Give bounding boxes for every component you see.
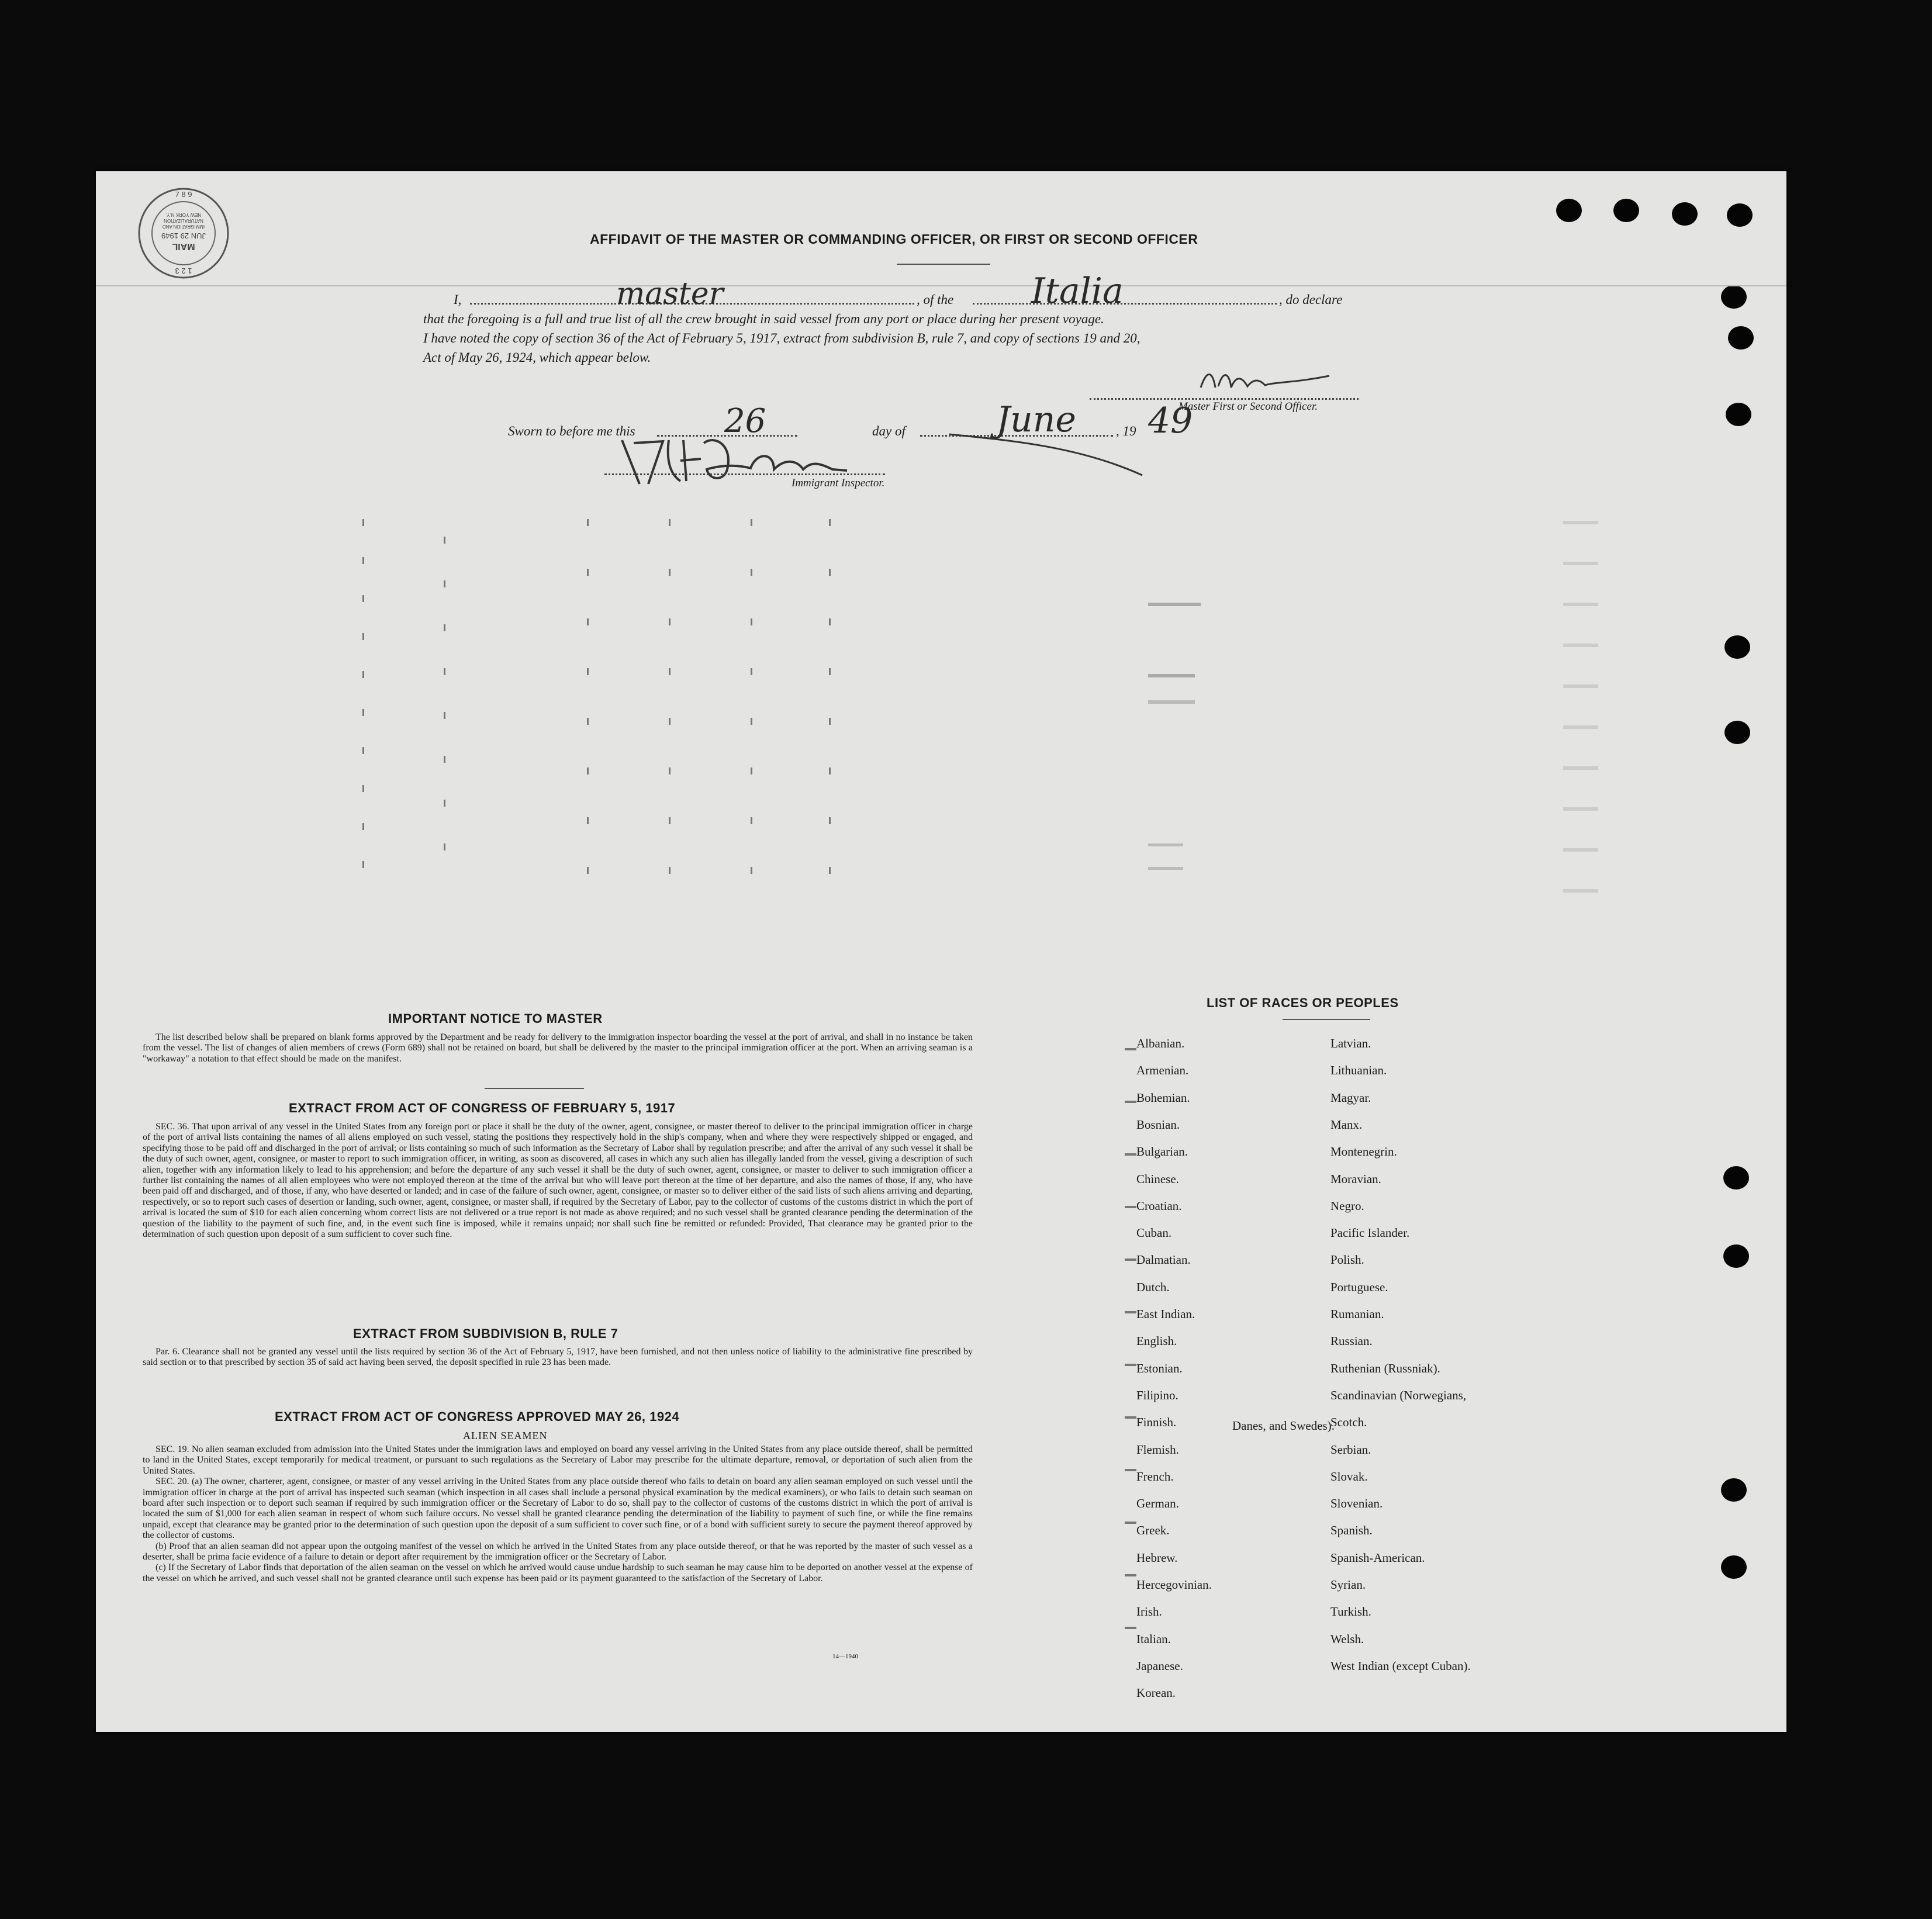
document-page — [96, 171, 1786, 1732]
race-item: Cuban. — [1136, 1226, 1172, 1240]
extract2-body: Par. 6. Clearance shall not be granted any vessel until the lists required by section 36 of the Act of February 5, 1917, have been furnished, and not then unless notice of liability to the administrative fine prescribed by said section or to that prescribed by section 35 of said act having been served, the deposit specified in rule 23 has been made. — [143, 1347, 973, 1368]
race-item: Manx. — [1330, 1117, 1363, 1132]
race-item: English. — [1136, 1334, 1177, 1349]
extract2-title: EXTRACT FROM SUBDIVISION B, RULE 7 — [353, 1326, 618, 1341]
race-item: Slovak. — [1330, 1469, 1368, 1484]
extract1-body: SEC. 36. That upon arrival of any vessel in the United States from any foreign port or place it shall be the duty of the owner, agent, consignee, or master thereof to deliver to the principal immigration officer in charge of the port of arrival lists containing the names of all aliens employed on such vessel, stating the positions they respectively hold in the ship's company, when and where they were respectively shipped or engaged, and specifying those to be paid off and discharged in the port of arrival; or lists containing so much of such information as the Secretary of Labor shall by regulation prescribe; and after the arrival of any such vessel it shall be the duty of such owner, agent, consignee, or master to report to such immigration officer, in writing, as soon as discovered, all cases in which any such alien has illegally landed from the vessel, giving a description of such alien, together with any information likely to lead to his apprehension; and before the departure of any such vessel it shall be the duty of such owner, agent, consignee, or master to deliver to such immigration officer a further list containing the names of all alien employees who were not employed thereon at the time of the arrival but who will leave port thereon at the time of her departure, and also the names of those, if any, who have been paid off and discharged, and of those, if any, who have deserted or landed; and in case of the failure of such owner, agent, consignee, or master so to deliver either of the said lists of such aliens arriving and departing, respectively, or so to report such cases of desertion or landing, such owner, agent, consignee, or master shall, if required by the Secretary of Labor, pay to the collector of customs of the customs district in which the port of arrival is located the sum of $10 for each alien concerning whom correct lists are not delivered or a true report is not made as above required; and no such vessel shall be granted clearance pending the determination of the question of the liability to the payment of such fine, and, in the event such fine is imposed, while it remains unpaid; nor shall such fine be remitted or refunded: Provided, That clearance may be granted prior to the determination of such question upon deposit of a sum sufficient to cover such fine. — [143, 1122, 973, 1240]
race-item: Spanish-American. — [1330, 1550, 1425, 1565]
inspector-line — [604, 473, 885, 475]
race-item: Ruthenian (Russniak). — [1330, 1361, 1440, 1375]
race-item: Slovenian. — [1330, 1496, 1383, 1511]
race-item: Filipino. — [1136, 1388, 1178, 1402]
form-number: 14—1940 — [832, 1653, 858, 1660]
race-item: West Indian (except Cuban). — [1330, 1658, 1471, 1673]
stamp-seal-icon — [137, 186, 230, 280]
affidavit-line-2: that the foregoing is a full and true list of all the crew brought in said vessel from any port or place during her present voyage. — [423, 312, 1104, 326]
notice-title: IMPORTANT NOTICE TO MASTER — [388, 1011, 603, 1026]
race-item: Pacific Islander. — [1330, 1226, 1410, 1240]
race-item: East Indian. — [1136, 1307, 1195, 1321]
race-item: Turkish. — [1330, 1605, 1371, 1619]
race-item: Albanian. — [1136, 1036, 1185, 1050]
inspector-caption: Immigrant Inspector. — [792, 477, 885, 489]
race-item: Syrian. — [1330, 1578, 1366, 1592]
handwritten-vessel: Italia — [1031, 271, 1124, 312]
vessel-line — [973, 302, 1277, 305]
svg-text:NEW YORK N.Y.: NEW YORK N.Y. — [165, 212, 202, 217]
race-item: Spanish. — [1330, 1523, 1373, 1538]
handwritten-name: master — [616, 276, 724, 312]
race-item: Chinese. — [1136, 1171, 1179, 1186]
extract3-subtitle: ALIEN SEAMEN — [463, 1430, 548, 1441]
race-item: Latvian. — [1330, 1036, 1371, 1050]
race-item: Bohemian. — [1136, 1090, 1190, 1105]
svg-text:1 2 3: 1 2 3 — [175, 267, 192, 275]
affidavit-line-3: I have noted the copy of section 36 of the Act of February 5, 1917, extract from subdivision B, rule 7, and copy of sections 19 and 20, — [423, 331, 1140, 345]
race-item: German. — [1136, 1496, 1179, 1511]
race-item: Negro. — [1330, 1198, 1364, 1213]
notice-body: The list described below shall be prepared on blank forms approved by the Department and be ready for delivery to the immigration inspector boarding the vessel at the port of arrival, and shall in no instance be taken from the vessel. The list of changes of alien members of crews (Form 689) shall not be retained on board, but shall be delivered by the master to the principal immigration officer at the port. When an arriving seaman is a "workaway" a notation to that effect should be made on the manifest. — [143, 1032, 973, 1064]
race-item: Dutch. — [1136, 1280, 1170, 1294]
handwritten-month: June — [996, 399, 1076, 440]
of-the-label: , of the — [917, 292, 954, 307]
title-rule — [897, 264, 990, 265]
race-item: Flemish. — [1136, 1442, 1179, 1457]
race-item: Magyar. — [1330, 1090, 1371, 1105]
race-item: Scotch. — [1330, 1415, 1367, 1430]
sec19-paragraph: SEC. 19. No alien seaman excluded from admission into the United States under the immigration laws and employed on board any vessel arriving in the United States from any place outside thereof, shall be permitted to land in the United States, except temporarily for medical treatment, or pursuant to such regulations as the Secretary of Labor may prescribe for the ultimate departure, removal, or deportation of such alien from the United States. — [143, 1444, 973, 1476]
affidavit-title: AFFIDAVIT OF THE MASTER OR COMMANDING OFFICER, OR FIRST OR SECOND OFFICER — [590, 231, 1198, 247]
race-scandinavian-cont: Danes, and Swedes). — [1232, 1419, 1335, 1433]
race-item: French. — [1136, 1469, 1174, 1484]
race-item: Hercegovinian. — [1136, 1578, 1212, 1592]
i-label: I, — [454, 292, 462, 307]
races-title: LIST OF RACES OR PEOPLES — [1207, 995, 1399, 1010]
officer-signature — [1195, 364, 1335, 399]
svg-text:MAIL: MAIL — [172, 241, 195, 251]
race-item: Italian. — [1136, 1631, 1171, 1646]
svg-text:IMMIGRATION AND: IMMIGRATION AND — [162, 224, 205, 229]
svg-text:NATURALIZATION: NATURALIZATION — [164, 218, 203, 223]
do-declare-label: , do declare — [1279, 292, 1343, 307]
race-item: Irish. — [1136, 1605, 1162, 1619]
race-item: Welsh. — [1330, 1631, 1364, 1646]
handwritten-year: 49 — [1148, 400, 1193, 441]
race-item: Greek. — [1136, 1523, 1170, 1538]
race-item: Polish. — [1330, 1253, 1364, 1267]
svg-text:JUN 29 1949: JUN 29 1949 — [161, 231, 206, 240]
officer-caption: Master First or Second Officer. — [1178, 400, 1318, 413]
race-item: Croatian. — [1136, 1198, 1182, 1213]
race-item: Bulgarian. — [1136, 1145, 1188, 1159]
svg-text:7 8 9: 7 8 9 — [175, 190, 192, 199]
race-item: Rumanian. — [1330, 1307, 1384, 1321]
sec20b-paragraph: (b) Proof that an alien seaman did not appear upon the outgoing manifest of the vessel on which he arrived in the United States from any place outside thereof, or that he was reported by the master of such vessel as a deserter, shall be prima facie evidence of a failure to detain or deport after requirement by the immigration officer or the Secretary of Labor. — [143, 1541, 973, 1562]
officer-line — [1090, 397, 1359, 400]
race-item: Scandinavian (Norwegians, — [1330, 1388, 1467, 1402]
race-item: Hebrew. — [1136, 1550, 1178, 1565]
race-item: Armenian. — [1136, 1063, 1189, 1078]
affidavit-line-4: Act of May 26, 1924, which appear below. — [423, 350, 651, 365]
race-item: Dalmatian. — [1136, 1253, 1191, 1267]
sworn-label: Sworn to before me this — [508, 424, 635, 438]
race-item: Bosnian. — [1136, 1117, 1180, 1132]
race-item: Finnish. — [1136, 1415, 1177, 1430]
day-of-label: day of — [872, 424, 905, 438]
mail-stamp — [137, 186, 230, 280]
extract1-title: EXTRACT FROM ACT OF CONGRESS OF FEBRUARY 5, 1917 — [289, 1101, 676, 1115]
race-item: Serbian. — [1330, 1442, 1371, 1457]
race-item: Lithuanian. — [1330, 1063, 1387, 1078]
extract3-body — [143, 1444, 973, 1584]
year-prefix: , 19 — [1116, 424, 1136, 438]
fold-line — [96, 285, 1786, 286]
extract3-title: EXTRACT FROM ACT OF CONGRESS APPROVED MAY 26, 1924 — [275, 1409, 680, 1424]
race-item: Korean. — [1136, 1686, 1176, 1700]
race-item: Moravian. — [1330, 1171, 1381, 1186]
race-item: Japanese. — [1136, 1658, 1183, 1673]
races-rule — [1283, 1019, 1370, 1020]
handwritten-day: 26 — [724, 402, 766, 440]
race-item: Portuguese. — [1330, 1280, 1388, 1294]
rule-1 — [485, 1088, 584, 1089]
sec20a-paragraph: SEC. 20. (a) The owner, charterer, agent, consignee, or master of any vessel arriving in the United States from any place outside thereof who fails to detain on board any alien seaman employed on such vessel until the immigration officer in charge at the port of arrival has inspected such seaman (which inspection in all cases shall include a personal physical examination by the medical examiners), or who fails to detain such seaman on board after such inspection or to deport such seaman if required by such immigration officer or the Secretary of Labor to do so, shall pay to the collector of customs of the customs district in which the port of arrival is located the sum of $1,000 for each alien seaman in respect of whom such failure occurs. No vessel shall be granted clearance pending the determination of the liability to payment of such fine, or while the fine remains unpaid, except that clearance may be granted prior to the determination of such question upon the deposit of a sum sufficient to cover such fine, or of a bond with sufficient surety to secure the payment thereof approved by the collector of customs. — [143, 1477, 973, 1541]
race-item: Estonian. — [1136, 1361, 1183, 1375]
sec20c-paragraph: (c) If the Secretary of Labor finds that deportation of the alien seaman on the vessel on which he arrived would cause undue hardship to such seaman he may cause him to be deported on another vessel at the expense of the vessel on which he arrived, and such vessel shall not be granted clearance until such expense has been paid or its payment guaranteed to the satisfaction of the Secretary of Labor. — [143, 1562, 973, 1583]
race-item: Montenegrin. — [1330, 1145, 1397, 1159]
race-item: Russian. — [1330, 1334, 1373, 1349]
